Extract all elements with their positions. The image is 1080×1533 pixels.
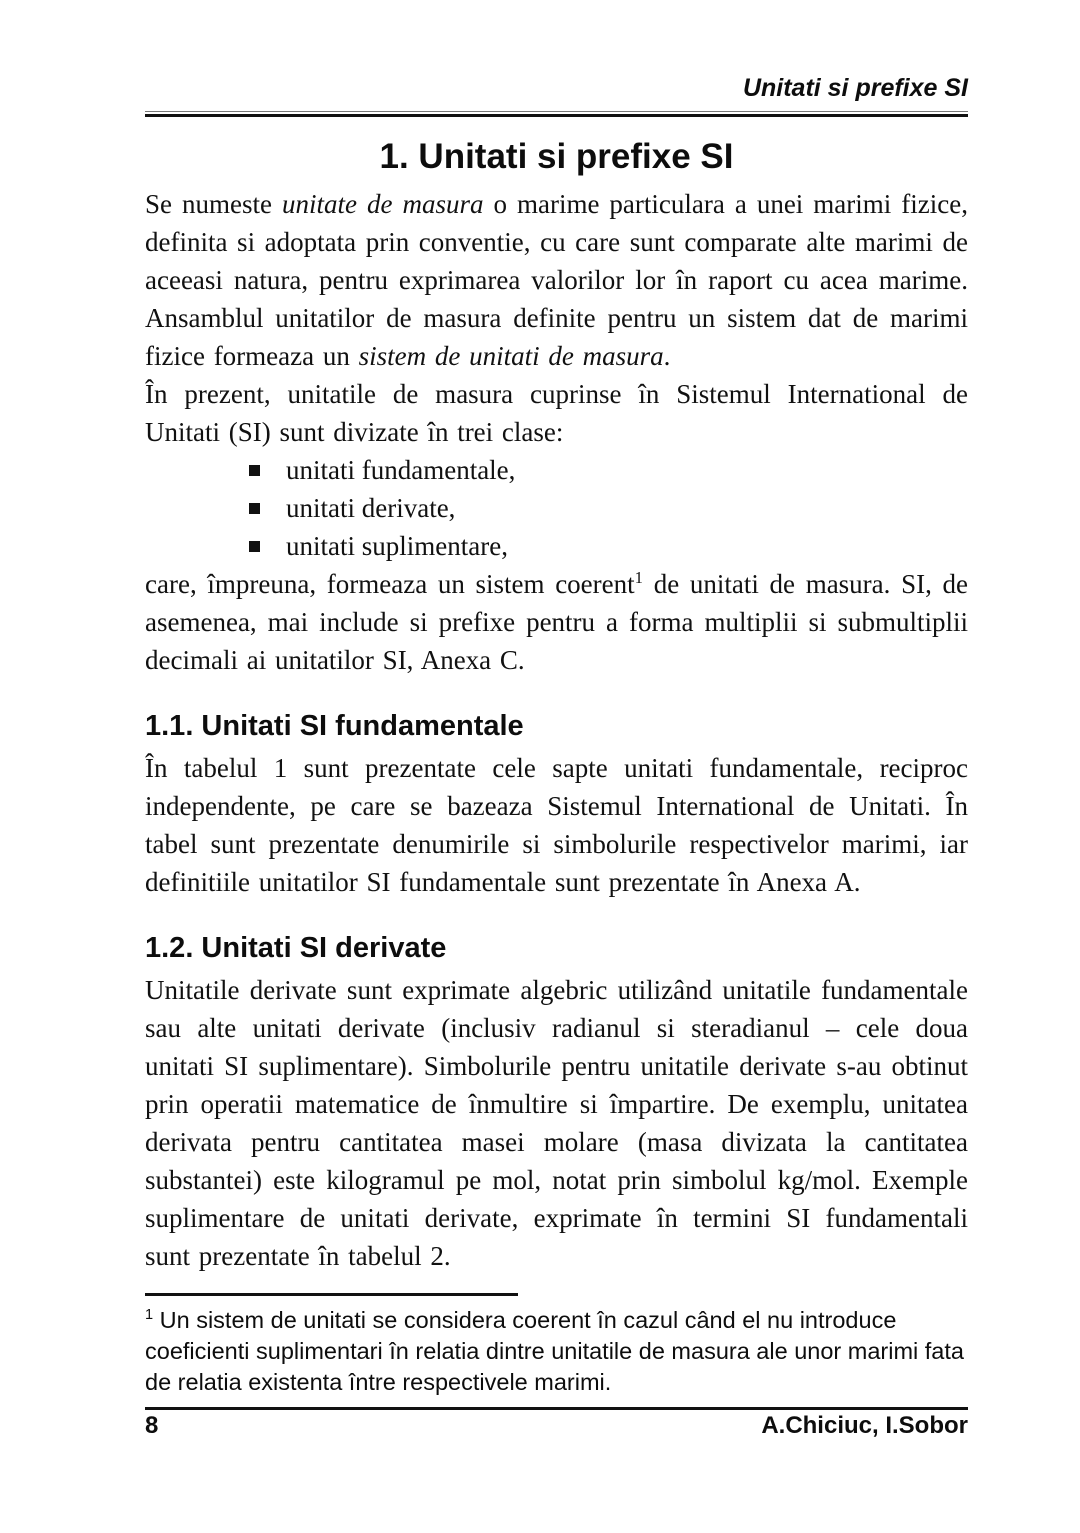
footer-authors: A.Chiciuc, I.Sobor [761, 1412, 968, 1439]
section-1-1 [145, 709, 968, 901]
intro-paragraph-3: care, împreuna, formeaza un sistem coerent$^1$ de unitati de masura. SI, de asemenea, mai include si prefixe pentru a forma multiplii si submultiplii decimali ai unitatilor SI, Anexa C. [145, 568, 968, 675]
header-rule [145, 111, 968, 117]
bullet-item-label: unitati derivate, [286, 493, 456, 523]
section-heading-1-2: 1.2. Unitati SI derivate [145, 932, 447, 964]
page-number: 8 [145, 1412, 159, 1439]
bullet-item [249, 489, 968, 527]
footnote-separator [145, 1293, 518, 1296]
intro-paragraph-1: Se numeste unitate de masura o marime particulara a unei marimi fizice, definita si adoptata prin conventie, cu care sunt comparate alte marimi de aceeasi natura, pentru exprimarea valorilor lor în raport cu acea marime. Ansamblul unitatilor de masura definite pentru un sistem dat de marimi fizice formeaza un sistem de unitati de masura. [145, 189, 968, 371]
page-header [145, 0, 968, 117]
intro-paragraph-2: În prezent, unitatile de masura cuprinse în Sistemul International de Unitati (SI) sunt divizate în trei clase: [145, 379, 968, 447]
running-header-title: Unitati si prefixe SI [742, 74, 968, 102]
section-1-1-body: În tabelul 1 sunt prezentate cele sapte unitati fundamentale, reciproc independente, pe care se bazeaza Sistemul International de Unitati. În tabel sunt prezentate denumirile si simbolurile respectivelor marimi, iar definitiile unitatilor SI fundamentale sunt prezentate în Anexa A. [145, 753, 968, 897]
bullet-square-icon [249, 503, 260, 514]
bullet-square-icon [249, 541, 260, 552]
bullet-item-label: unitati suplimentare, [286, 531, 508, 561]
bullet-item [249, 527, 968, 565]
page-footer [145, 1411, 968, 1441]
footer-rule [145, 1407, 968, 1410]
section-1-2-body: Unitatile derivate sunt exprimate algebric utilizând unitatile fundamentale sau alte unitati derivate (inclusiv radianul si steradianul – cele doua unitati SI suplimentare). Simbolurile pentru unitatile derivate s-au obtinut prin operatii matematice de înmultire si împartire. De exemplu, unitatea derivata pentru cantitatea masei molare (masa divizata la cantitatea substantei) este kilogramul pe mol, notat prin simbolul kg/mol. Exemple suplimentare de unitati derivate, exprimate în termini SI fundamentali sunt prezentate în tabelul 2. [145, 975, 968, 1271]
page-title: 1. Unitati si prefixe SI [379, 137, 734, 176]
bullet-item-label: unitati fundamentale, [286, 455, 516, 485]
bullet-square-icon [249, 465, 260, 476]
bullet-item [249, 451, 968, 489]
footnote-text: $^1$ Un sistem de unitati se considera coerent în cazul când el nu introduce coeficienti suplimentari în relatia dintre unitatile de masura ale unor marimi fata de relatia existenta între respectivele marimi. [145, 1307, 964, 1395]
page-bottom-area [145, 1293, 968, 1441]
section-heading-1-1: 1.1. Unitati SI fundamentale [145, 710, 524, 742]
section-1-2 [145, 931, 968, 1275]
bullet-list [145, 451, 968, 565]
